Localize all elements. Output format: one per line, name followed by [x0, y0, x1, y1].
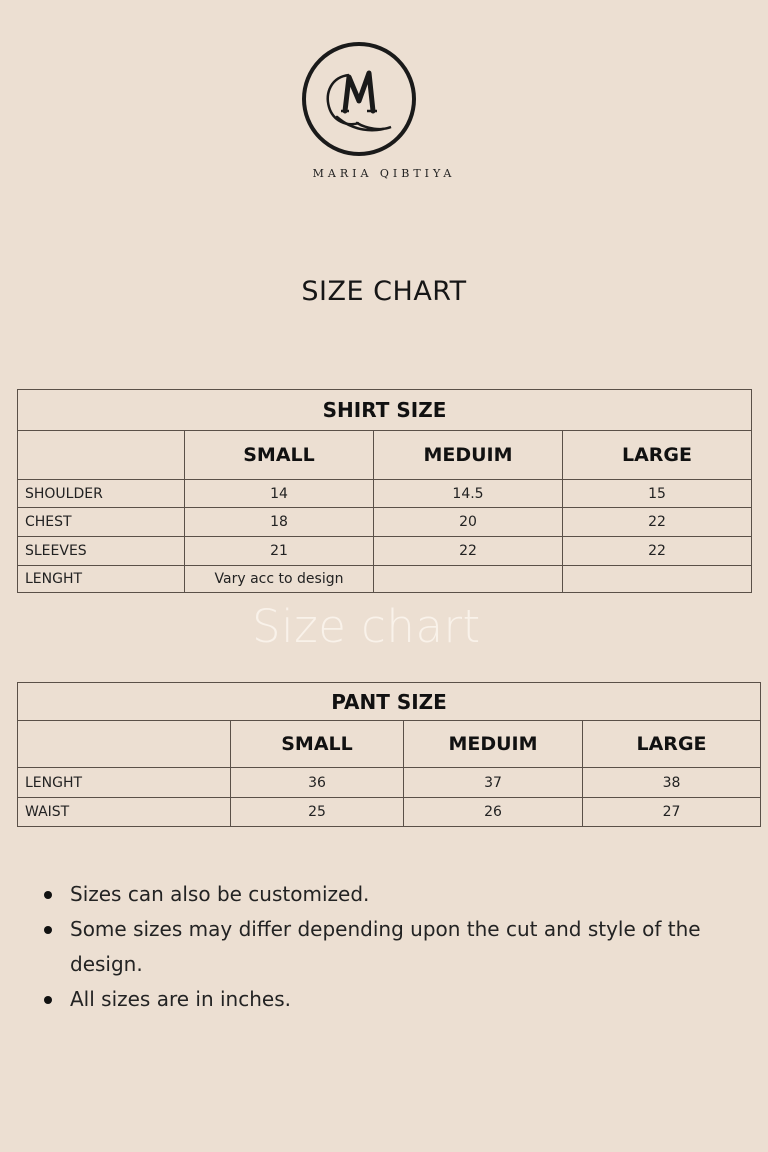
bullet-icon — [44, 996, 52, 1004]
table-row — [18, 508, 752, 537]
table-row — [18, 768, 761, 798]
page-title: SIZE CHART — [301, 276, 467, 307]
table-cell: 26 — [404, 798, 583, 827]
notes-list — [40, 877, 720, 1017]
table-cell: 22 — [563, 508, 752, 537]
table-cell: 21 — [185, 537, 374, 566]
list-item — [40, 982, 720, 1017]
empty-header-cell — [18, 721, 231, 768]
table-header-row — [18, 721, 761, 768]
pant-size-table — [17, 682, 761, 827]
empty-header-cell — [18, 431, 185, 480]
table-row — [18, 480, 752, 508]
shirt-table-title: SHIRT SIZE — [18, 390, 752, 431]
list-item — [40, 912, 720, 982]
row-label: SHOULDER — [18, 480, 185, 508]
bullet-icon — [44, 891, 52, 899]
column-header-small: SMALL — [185, 431, 374, 480]
brand-name: MARIA QIBTIYA — [312, 167, 456, 180]
table-row — [18, 566, 752, 593]
bullet-icon — [44, 926, 52, 934]
table-cell: 36 — [231, 768, 404, 798]
table-cell: 38 — [583, 768, 761, 798]
column-header-medium: MEDUIM — [404, 721, 583, 768]
table-cell — [563, 566, 752, 593]
watermark-text: Size chart — [252, 600, 481, 653]
row-label: WAIST — [18, 798, 231, 827]
row-label: LENGHT — [18, 768, 231, 798]
table-cell: 25 — [231, 798, 404, 827]
pant-table-title: PANT SIZE — [18, 683, 761, 721]
table-cell: 37 — [404, 768, 583, 798]
table-cell: 27 — [583, 798, 761, 827]
table-cell: Vary acc to design — [185, 566, 374, 593]
row-label: LENGHT — [18, 566, 185, 593]
column-header-small: SMALL — [231, 721, 404, 768]
note-text: All sizes are in inches. — [70, 987, 291, 1011]
shirt-size-table — [17, 389, 752, 593]
table-cell: 14 — [185, 480, 374, 508]
table-title-row — [18, 390, 752, 431]
table-cell: 15 — [563, 480, 752, 508]
row-label: CHEST — [18, 508, 185, 537]
note-text: Some sizes may differ depending upon the cut and style of the design. — [70, 917, 701, 976]
table-header-row — [18, 431, 752, 480]
brand-logo — [301, 41, 417, 157]
table-cell: 14.5 — [374, 480, 563, 508]
table-row — [18, 798, 761, 827]
table-cell: 20 — [374, 508, 563, 537]
table-cell — [374, 566, 563, 593]
note-text: Sizes can also be customized. — [70, 882, 370, 906]
table-title-row — [18, 683, 761, 721]
table-row — [18, 537, 752, 566]
column-header-large: LARGE — [583, 721, 761, 768]
table-cell: 18 — [185, 508, 374, 537]
table-cell: 22 — [563, 537, 752, 566]
list-item — [40, 877, 720, 912]
column-header-large: LARGE — [563, 431, 752, 480]
row-label: SLEEVES — [18, 537, 185, 566]
column-header-medium: MEDUIM — [374, 431, 563, 480]
table-cell: 22 — [374, 537, 563, 566]
